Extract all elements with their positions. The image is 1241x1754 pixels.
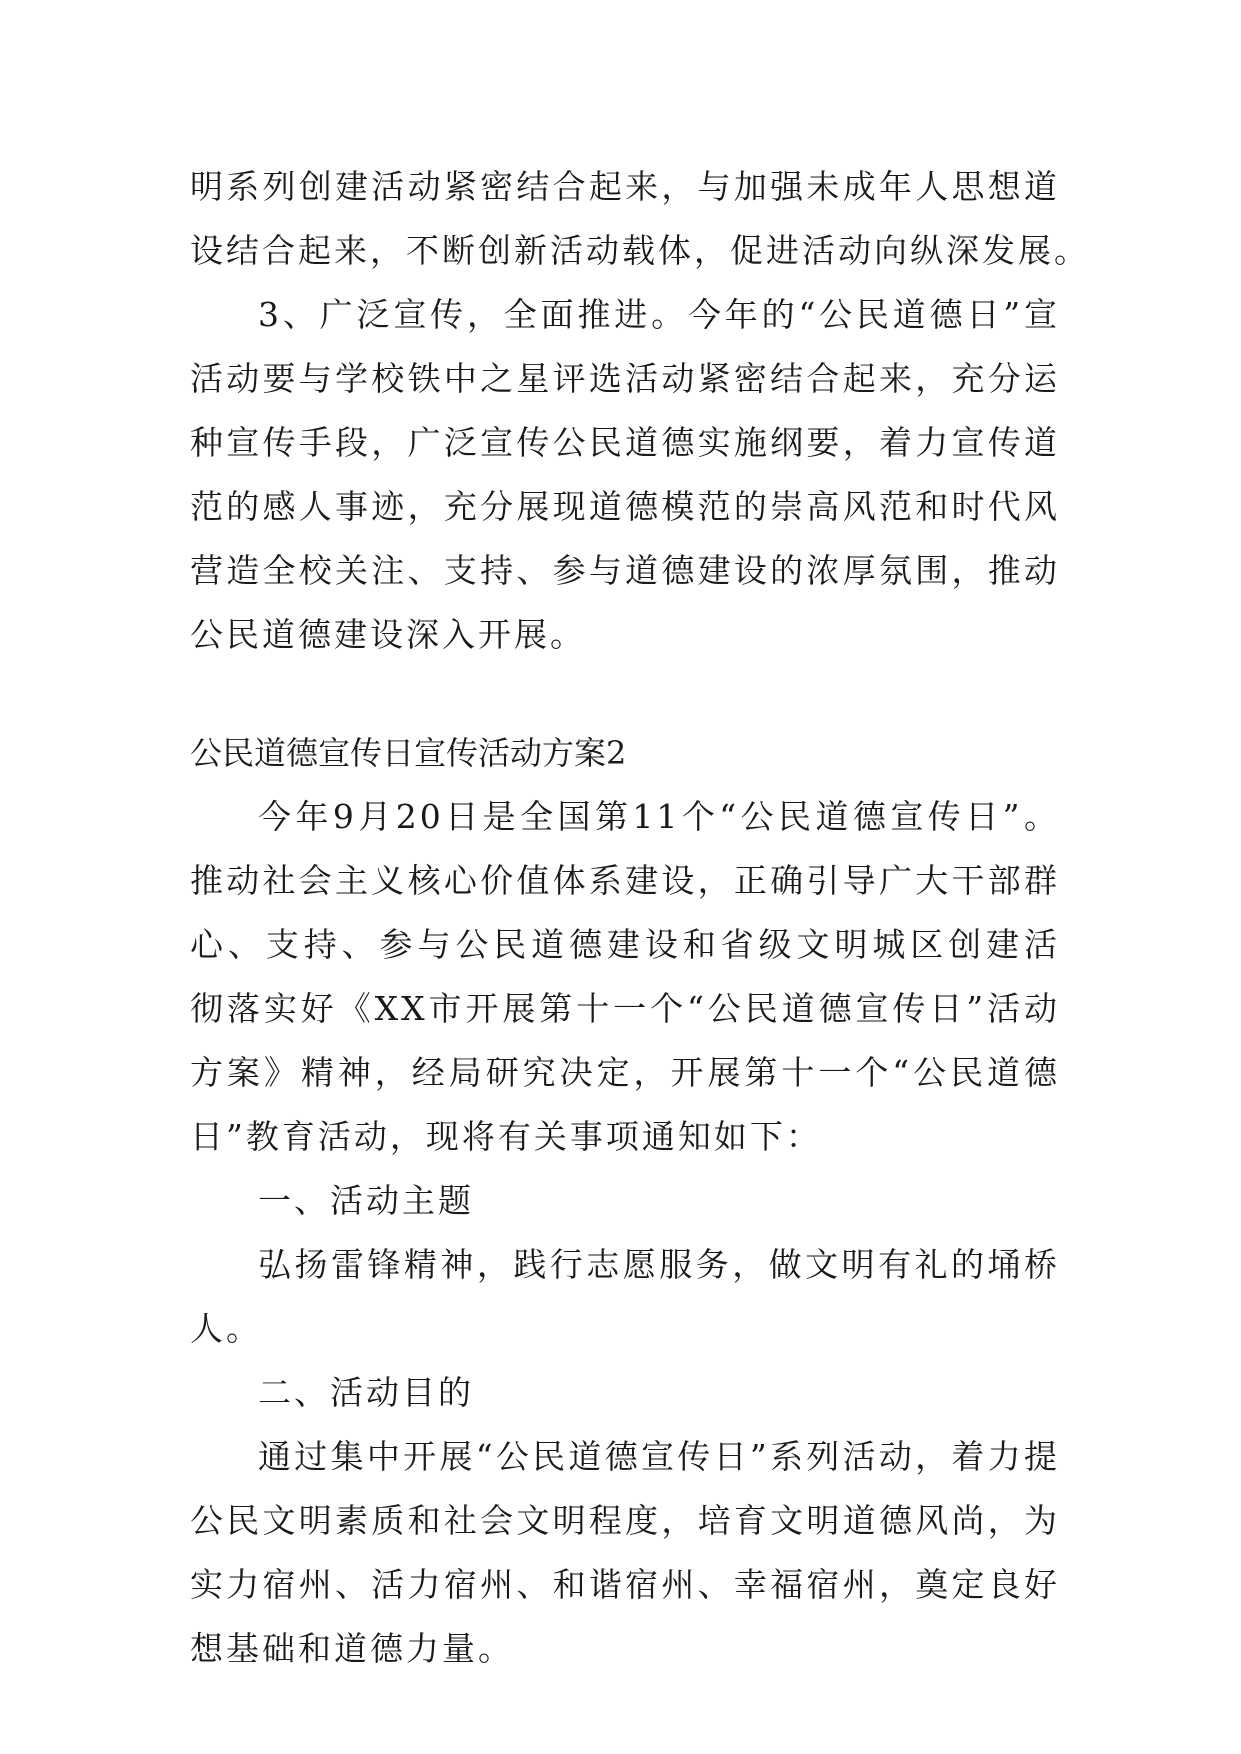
- subsection-title: 一、活动主题: [258, 1181, 474, 1220]
- paragraph-line: 推动社会主义核心价值体系建设，正确引导广大干部群: [190, 861, 1060, 900]
- subsection-title: 二、活动目的: [258, 1373, 474, 1412]
- paragraph-line: 设结合起来，不断创新活动载体，促进活动向纵深发展。: [190, 231, 1090, 270]
- section-heading: 公民道德宣传日宣传活动方案2: [190, 734, 627, 772]
- paragraph-line: 想基础和道德力量。: [190, 1629, 514, 1668]
- paragraph-line: 活动要与学校铁中之星评选活动紧密结合起来，充分运: [190, 359, 1060, 398]
- paragraph-line: 日”教育活动，现将有关事项通知如下：: [190, 1117, 822, 1156]
- paragraph-line: 公民道德建设深入开展。: [190, 615, 586, 654]
- paragraph-line: 营造全校关注、支持、参与道德建设的浓厚氛围，推动: [190, 551, 1060, 590]
- paragraph-line: 方案》精神，经局研究决定，开展第十一个“公民道德: [190, 1053, 1060, 1092]
- paragraph-line: 人。: [190, 1309, 262, 1348]
- paragraph-line: 通过集中开展“公民道德宣传日”系列活动，着力提: [258, 1437, 1060, 1476]
- paragraph-line: 公民文明素质和社会文明程度，培育文明道德风尚，为: [190, 1501, 1060, 1540]
- paragraph-line: 明系列创建活动紧密结合起来，与加强未成年人思想道: [190, 167, 1060, 206]
- paragraph-line: 实力宿州、活力宿州、和谐宿州、幸福宿州，奠定良好: [190, 1565, 1060, 1604]
- paragraph-line: 范的感人事迹，充分展现道德模范的崇高风范和时代风: [190, 487, 1060, 526]
- paragraph-line: 弘扬雷锋精神，践行志愿服务，做文明有礼的埇桥: [258, 1245, 1060, 1284]
- paragraph-line: 今年9月20日是全国第11个“公民道德宣传日”。: [258, 797, 1060, 836]
- paragraph-line: 心、支持、参与公民道德建设和省级文明城区创建活: [190, 925, 1060, 964]
- section-gap: [190, 667, 1060, 721]
- document-body: [190, 155, 1090, 1681]
- paragraph-line: 彻落实好《XX市开展第十一个“公民道德宣传日”活动: [190, 989, 1060, 1028]
- paragraph-line: 3、广泛宣传，全面推进。今年的“公民道德日”宣: [258, 295, 1060, 334]
- paragraph-line: 种宣传手段，广泛宣传公民道德实施纲要，着力宣传道: [190, 423, 1060, 462]
